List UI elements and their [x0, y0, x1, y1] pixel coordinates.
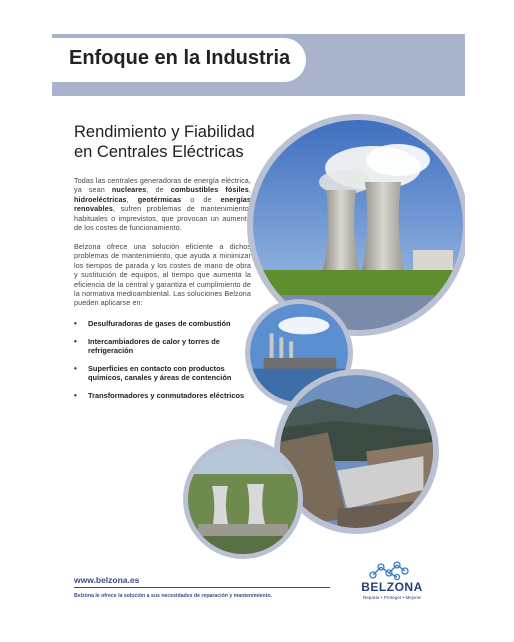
header-pill [52, 38, 306, 82]
footer-tagline: Belzona le ofrece la solución a sus necesidades de reparación y mantenimiento. [74, 593, 273, 599]
intro-text: , [248, 185, 251, 195]
list-item: • Superficies en contacto con productos químicos, canales y áreas de contención [74, 364, 254, 383]
section-title [74, 122, 274, 162]
list-item: • Desulfuradoras de gases de combustión [74, 319, 254, 329]
intro-text: o de [181, 194, 221, 204]
belzona-logo [357, 559, 427, 604]
list-item: • Transformadores y conmutadores eléctricos [74, 391, 254, 401]
logo-tagline: Reparar • Proteger • Mejorar [362, 595, 422, 600]
page-title: Enfoque en la Industria [69, 47, 291, 69]
intro-text: , sufren problemas de mantenimiento, habituales o imprevistos, que provocan un aumento de los costes de funcionamiento. [74, 204, 251, 233]
intro-paragraph [74, 176, 251, 232]
aerial-plant-photo [183, 439, 303, 559]
intro-text: , de [146, 185, 171, 195]
intro-text: Todas las centrales generadoras de energía eléctrica, ya sean [74, 176, 251, 195]
section-title-line-2: en Centrales Eléctricas [74, 143, 244, 161]
solution-paragraph: Belzona ofrece una solución eficiente a dichos problemas de mantenimiento, que ayuda a minimizar los tiempos de parada y los costes de mano de obra y sustitución de equipos, al tiempo que aumenta la eficiencia de la central y garantiza el cumplimiento de la normativa medioambiental. Las soluciones Belzona pueden aplicarse en: [74, 242, 251, 308]
header-band [52, 34, 465, 96]
intro-bold-nuclear: nucleares [111, 185, 147, 195]
section-title-line-1: Rendimiento y Fiabilidad [74, 123, 255, 141]
intro-bold-renewable: energías renovables [74, 194, 251, 214]
footer-url[interactable]: www.belzona.es [74, 575, 140, 585]
footer-divider [74, 587, 330, 588]
intro-bold-geothermal: geotérmicas [137, 194, 182, 204]
intro-bold-fossil: combustibles fósiles [170, 185, 249, 195]
molecule-icon [367, 559, 415, 581]
list-item: • Intercambiadores de calor y torres de refrigeración [74, 337, 254, 356]
logo-wordmark: BELZONA [361, 580, 423, 594]
intro-bold-hydro: hidroeléctricas [74, 194, 127, 204]
applications-list [74, 319, 254, 408]
brochure-page [52, 34, 465, 614]
intro-text: , [126, 194, 138, 204]
